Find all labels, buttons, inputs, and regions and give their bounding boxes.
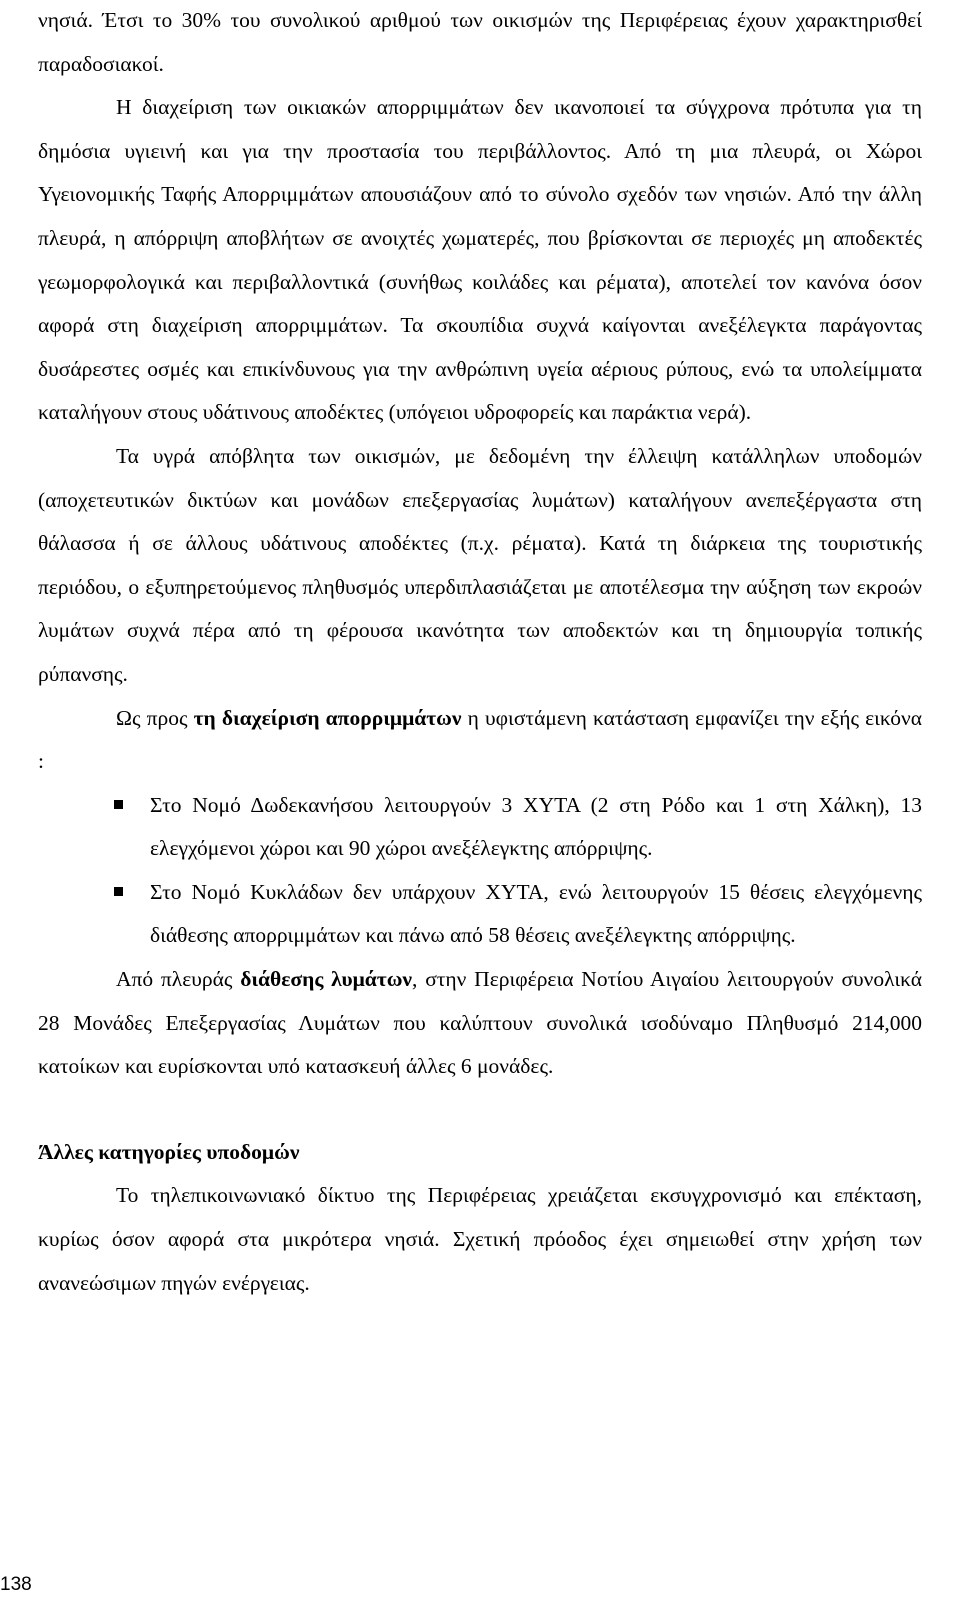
paragraph-telecom: Το τηλεπικοινωνιακό δίκτυο της Περιφέρειας χρειάζεται εκσυγχρονισμό και επέκταση, κυρίως όσον αφορά στα μικρότερα νησιά. Σχετική πρόοδος έχει σημειωθεί στην χρήση των ανανεώσιμων πηγών ενέργειας.: [38, 1183, 922, 1295]
paragraph-waste-status-bold: τη διαχείριση απορριμμάτων: [193, 705, 462, 730]
page-number: 138: [0, 1574, 32, 1595]
bullet-list: [38, 784, 922, 958]
paragraph-sewage-pre: Από πλευράς: [116, 967, 241, 992]
paragraph-waste-status: [38, 697, 922, 784]
document-page: [38, 0, 922, 1305]
square-bullet-icon: [114, 800, 123, 809]
paragraph-waste-management: Η διαχείριση των οικιακών απορριμμάτων δεν ικανοποιεί τα σύγχρονα πρότυπα για τη δημόσια υγιεινή και για την προστασία του περιβάλλοντος. Από τη μια πλευρά, οι Χώροι Υγειονομικής Ταφής Απορριμμάτων απουσιάζουν από το σύνολο σχεδόν των νησιών. Από την άλλη πλευρά, η απόρριψη αποβλήτων σε ανοιχτές χωματερές, που βρίσκονται σε περιοχές μη αποδεκτές γεωμορφολογικά και περιβαλλοντικά (συνήθως κοιλάδες και ρέματα), αποτελεί τον κανόνα όσον αφορά στη διαχείριση απορριμμάτων. Τα σκουπίδια συχνά καίγονται ανεξέλεγκτα παράγοντας δυσάρεστες οσμές και επικίνδυνους για την ανθρώπινη υγεία αέριους ρύπους, ενώ τα υπολείμματα καταλήγουν στους υδάτινους αποδέκτες (υπόγειοι υδροφορείς και παράκτια νερά).: [38, 95, 922, 425]
paragraph-sewage-bold: διάθεσης λυμάτων: [240, 967, 413, 992]
section-heading: Άλλες κατηγορίες υποδομών: [38, 1139, 300, 1164]
bullet-text: Στο Νομό Δωδεκανήσου λειτουργούν 3 ΧΥΤΑ (2 στη Ρόδο και 1 στη Χάλκη), 13 ελεγχόμενοι χώροι και 90 χώροι ανεξέλεγκτης απόρριψης.: [150, 792, 922, 861]
paragraph-waste-status-post: η υφιστάμενη κατάσταση εμφανίζει την εξής εικόνα :: [38, 705, 922, 774]
bullet-item-dodecanese: [38, 784, 922, 871]
paragraph-sewage: [38, 958, 922, 1089]
bullet-item-cyclades: [38, 871, 922, 958]
square-bullet-icon: [114, 887, 123, 896]
paragraph-sewage-post: , στην Περιφέρεια Νοτίου Αιγαίου λειτουργούν συνολικά 28 Μονάδες Επεξεργασίας Λυμάτων που καλύπτουν συνολικά ισοδύναμο Πληθυσμό 214,000 κατοίκων και ευρίσκονται υπό κατασκευή άλλες 6 μονάδες.: [38, 967, 923, 1079]
paragraph-liquid-waste: Τα υγρά απόβλητα των οικισμών, με δεδομένη την έλλειψη κατάλληλων υποδομών (αποχετευτικών δικτύων και μονάδων επεξεργασίας λυμάτων) καταλήγουν ανεπεξέργαστα στη θάλασσα ή σε άλλους υδάτινους αποδέκτες (π.χ. ρέματα). Κατά τη διάρκεια της τουριστικής περιόδου, ο εξυπηρετούμενος πληθυσμός υπερδιπλασιάζεται με αποτέλεσμα την αύξηση των εκροών λυμάτων συχνά πέρα από τη φέρουσα ικανότητα των αποδεκτών και τη δημιουργία τοπικής ρύπανσης.: [38, 443, 922, 686]
bullet-text: Στο Νομό Κυκλάδων δεν υπάρχουν ΧΥΤΑ, ενώ λειτουργούν 15 θέσεις ελεγχόμενης διάθεσης απορριμμάτων και πάνω από 58 θέσεις ανεξέλεγκτης απόρριψης.: [150, 879, 922, 948]
paragraph-waste-status-pre: Ως προς: [116, 705, 194, 730]
paragraph-continuation: νησιά. Έτσι το 30% του συνολικού αριθμού των οικισμών της Περιφέρειας έχουν χαρακτηρισθεί παραδοσιακοί.: [38, 8, 922, 76]
